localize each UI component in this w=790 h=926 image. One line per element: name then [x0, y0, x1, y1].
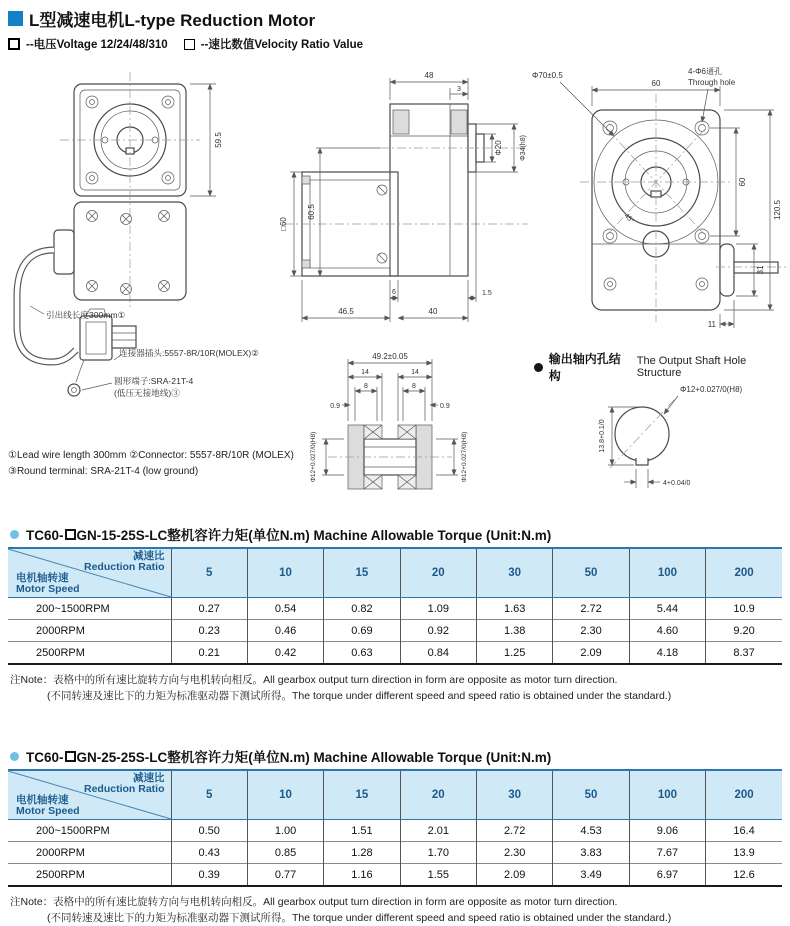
- section-outline: [328, 425, 452, 489]
- blue-bullet-icon: [10, 752, 19, 761]
- svg-text:3: 3: [457, 86, 461, 93]
- torque-cell: 9.20: [706, 620, 782, 642]
- torque-cell: 2.09: [477, 864, 553, 887]
- svg-text:4-Φ6通孔: 4-Φ6通孔: [688, 67, 722, 76]
- page-header: [0, 0, 790, 52]
- legend-voltage: --电压Voltage 12/24/48/310: [26, 39, 168, 51]
- torque-cell: 0.63: [324, 642, 400, 665]
- side-dimensions: [279, 71, 527, 322]
- torque-cell: 0.69: [324, 620, 400, 642]
- torque-cell: 10.9: [706, 598, 782, 620]
- torque-cell: 1.63: [477, 598, 553, 620]
- torque-cell: 1.28: [324, 842, 400, 864]
- torque-table-1: [8, 547, 782, 665]
- torque-cell: 0.77: [247, 864, 323, 887]
- svg-text:8: 8: [412, 383, 416, 390]
- side-view-drawing: [272, 64, 534, 349]
- torque-cell: 2.30: [477, 842, 553, 864]
- torque-cell: 1.38: [477, 620, 553, 642]
- torque-cell: 4.53: [553, 820, 629, 842]
- torque-cell: 8.37: [706, 642, 782, 665]
- torque-table-2: [8, 769, 782, 887]
- shaft-hole-outline: [610, 398, 676, 468]
- gearbox-screws: [87, 211, 170, 295]
- torque-cell: 2.30: [553, 620, 629, 642]
- svg-text:40: 40: [428, 307, 438, 316]
- svg-text:Φ12+0.027/0(H8): Φ12+0.027/0(H8): [680, 385, 743, 394]
- svg-text:1.5: 1.5: [482, 290, 492, 297]
- torque-cell: 5.44: [629, 598, 705, 620]
- ratio-header: 15: [324, 548, 400, 598]
- ratio-header: 50: [553, 548, 629, 598]
- note-line-1: 注Note：表格中的所有速比旋转方向与电机转向相反。All gearbox output turn direction in form are opposite as motor turn direction.: [10, 674, 618, 686]
- torque-cell: 2.72: [477, 820, 553, 842]
- table-row: [8, 598, 782, 620]
- table-1-notes: [10, 672, 782, 704]
- svg-text:31: 31: [756, 265, 765, 275]
- svg-text:13.8+0.1/0: 13.8+0.1/0: [599, 419, 606, 453]
- svg-text:Φ12+0.027/0(H8): Φ12+0.027/0(H8): [310, 431, 317, 483]
- ratio-header: 20: [400, 770, 476, 820]
- note-line-1: 注Note：表格中的所有速比旋转方向与电机转向相反。All gearbox output turn direction in form are opposite as motor turn direction.: [10, 896, 618, 908]
- front-view-drawing: [2, 64, 270, 449]
- table-row: [8, 620, 782, 642]
- table-1-title-text: TC60- GN-15-25S-LC整机容许力矩(单位N.m) Machine Allowable Torque (Unit:N.m): [26, 528, 552, 543]
- torque-cell: 0.46: [247, 620, 323, 642]
- corner-header-cell: 减速比 Reduction Ratio 电机轴转速 Motor Speed: [8, 770, 171, 820]
- torque-cell: 6.97: [629, 864, 705, 887]
- table-1-title: [10, 524, 782, 544]
- torque-cell: 7.67: [629, 842, 705, 864]
- svg-text:60.5: 60.5: [307, 204, 316, 220]
- torque-cell: 0.27: [171, 598, 247, 620]
- torque-cell: 0.54: [247, 598, 323, 620]
- ratio-header: 10: [247, 548, 323, 598]
- voltage-square-icon: [65, 751, 76, 762]
- svg-text:59.5: 59.5: [214, 132, 223, 148]
- svg-text:46.5: 46.5: [338, 307, 354, 316]
- top-outline: [580, 94, 786, 322]
- torque-cell: 0.42: [247, 642, 323, 665]
- svg-text:48: 48: [424, 71, 434, 80]
- svg-text:45°: 45°: [622, 212, 636, 225]
- table-row: [8, 864, 782, 887]
- torque-cell: 2.09: [553, 642, 629, 665]
- terminal-label-1: 圆形端子:SRA-21T-4: [114, 376, 194, 386]
- torque-cell: 3.83: [553, 842, 629, 864]
- ratio-header: 5: [171, 770, 247, 820]
- front-dimensions: [30, 84, 259, 398]
- table-2-title-text: TC60- GN-25-25S-LC整机容许力矩(单位N.m) Machine Allowable Torque (Unit:N.m): [26, 750, 552, 765]
- table-row: [8, 642, 782, 665]
- svg-text:60: 60: [738, 177, 747, 187]
- top-view-drawing: [530, 64, 788, 354]
- voltage-square-icon: [65, 529, 76, 540]
- ratio-header: 30: [477, 770, 553, 820]
- ratio-square-icon: [184, 39, 195, 50]
- corner-header-cell: 减速比 Reduction Ratio 电机轴转速 Motor Speed: [8, 548, 171, 598]
- connector-label: 连接器插头:5557-8R/10R(MOLEX)②: [119, 348, 259, 358]
- speed-cell: 200~1500RPM: [8, 598, 171, 620]
- shaft-hole-drawing: [530, 370, 786, 510]
- torque-table-2-block: [0, 746, 790, 926]
- table-2-title: [10, 746, 782, 766]
- speed-cell: 2500RPM: [8, 864, 171, 887]
- svg-text:6: 6: [392, 289, 396, 296]
- torque-cell: 2.72: [553, 598, 629, 620]
- footnote-1: ①Lead wire length 300mm ②Connector: 5557-8R/10R (MOLEX): [8, 450, 294, 461]
- ratio-header: 30: [477, 548, 553, 598]
- svg-text:Φ20: Φ20: [494, 140, 503, 156]
- torque-cell: 1.25: [477, 642, 553, 665]
- torque-cell: 0.43: [171, 842, 247, 864]
- torque-cell: 1.16: [324, 864, 400, 887]
- svg-text:0.9: 0.9: [440, 403, 450, 410]
- torque-cell: 0.82: [324, 598, 400, 620]
- torque-cell: 1.55: [400, 864, 476, 887]
- ratio-header: 200: [706, 770, 782, 820]
- ratio-header: 5: [171, 548, 247, 598]
- ratio-header: 200: [706, 548, 782, 598]
- svg-text:14: 14: [411, 369, 419, 376]
- svg-text:Φ34(h8): Φ34(h8): [520, 135, 527, 161]
- ratio-header: 15: [324, 770, 400, 820]
- motor-front-outline: [54, 72, 200, 310]
- shaft-hole-dimensions: [599, 385, 743, 488]
- torque-table-1-block: [0, 524, 790, 704]
- svg-text:8: 8: [364, 383, 368, 390]
- table-row: [8, 770, 782, 820]
- legend-row: [8, 36, 782, 52]
- torque-cell: 1.51: [324, 820, 400, 842]
- torque-cell: 1.70: [400, 842, 476, 864]
- torque-cell: 0.50: [171, 820, 247, 842]
- torque-cell: 9.06: [629, 820, 705, 842]
- blue-square-icon: [8, 11, 23, 26]
- svg-text:Φ12+0.027/0(H8): Φ12+0.027/0(H8): [461, 431, 468, 483]
- torque-cell: 1.00: [247, 820, 323, 842]
- svg-text:14: 14: [361, 369, 369, 376]
- torque-cell: 0.39: [171, 864, 247, 887]
- torque-cell: 2.01: [400, 820, 476, 842]
- ratio-header: 50: [553, 770, 629, 820]
- ratio-header: 100: [629, 548, 705, 598]
- svg-text:4+0.04/0: 4+0.04/0: [663, 480, 691, 487]
- torque-cell: 4.60: [629, 620, 705, 642]
- shaft-hole-title-en: The Output Shaft Hole Structure: [636, 355, 747, 379]
- side-outline: [284, 104, 528, 276]
- torque-cell: 12.6: [706, 864, 782, 887]
- shaft-section-drawing: [300, 347, 500, 507]
- speed-cell: 200~1500RPM: [8, 820, 171, 842]
- torque-cell: 0.21: [171, 642, 247, 665]
- ratio-header: 10: [247, 770, 323, 820]
- svg-text:120.5: 120.5: [773, 199, 782, 221]
- page-title: L型减速电机L-type Reduction Motor: [29, 11, 316, 30]
- torque-cell: 0.23: [171, 620, 247, 642]
- torque-cell: 0.84: [400, 642, 476, 665]
- lead-wire-label: 引出线长度300mm①: [46, 310, 126, 320]
- table-row: [8, 820, 782, 842]
- table-2-notes: [10, 894, 782, 926]
- svg-text:49.2±0.05: 49.2±0.05: [372, 352, 408, 361]
- footnote-2: ③Round terminal: SRA-21T-4 (low ground): [8, 466, 199, 477]
- cable: [17, 250, 76, 362]
- torque-cell: 16.4: [706, 820, 782, 842]
- note-line-2: (不同转速及速比下的力矩为标准驱动器下测试所得。The torque under different speed and speed ratio is obtained under the standard.): [47, 912, 672, 924]
- torque-cell: 3.49: [553, 864, 629, 887]
- terminal-label-2: (低压无接地线)③: [114, 388, 180, 398]
- blue-bullet-icon: [10, 530, 19, 539]
- legend-ratio: --速比数值Velocity Ratio Value: [200, 39, 364, 51]
- speed-cell: 2000RPM: [8, 620, 171, 642]
- svg-text:0.9: 0.9: [330, 403, 340, 410]
- torque-cell: 4.18: [629, 642, 705, 665]
- svg-text:11: 11: [707, 320, 716, 329]
- svg-text:60: 60: [651, 79, 661, 88]
- torque-cell: 0.85: [247, 842, 323, 864]
- ratio-header: 20: [400, 548, 476, 598]
- svg-text:□60: □60: [279, 217, 288, 231]
- torque-cell: 1.09: [400, 598, 476, 620]
- svg-text:Through hole: Through hole: [688, 78, 736, 87]
- shaft-hole-title-zh: 输出轴内孔结构: [548, 352, 621, 383]
- voltage-square-icon: [8, 38, 20, 50]
- speed-cell: 2500RPM: [8, 642, 171, 665]
- svg-text:Φ70±0.5: Φ70±0.5: [532, 71, 563, 80]
- table-row: [8, 548, 782, 598]
- ratio-header: 100: [629, 770, 705, 820]
- table-row: [8, 842, 782, 864]
- torque-cell: 13.9: [706, 842, 782, 864]
- speed-cell: 2000RPM: [8, 842, 171, 864]
- note-line-2: (不同转速及速比下的力矩为标准驱动器下测试所得。The torque under different speed and speed ratio is obtained under the standard.): [47, 690, 672, 702]
- drawing-footnotes: [8, 448, 294, 480]
- drawings-area: [0, 52, 790, 522]
- torque-cell: 0.92: [400, 620, 476, 642]
